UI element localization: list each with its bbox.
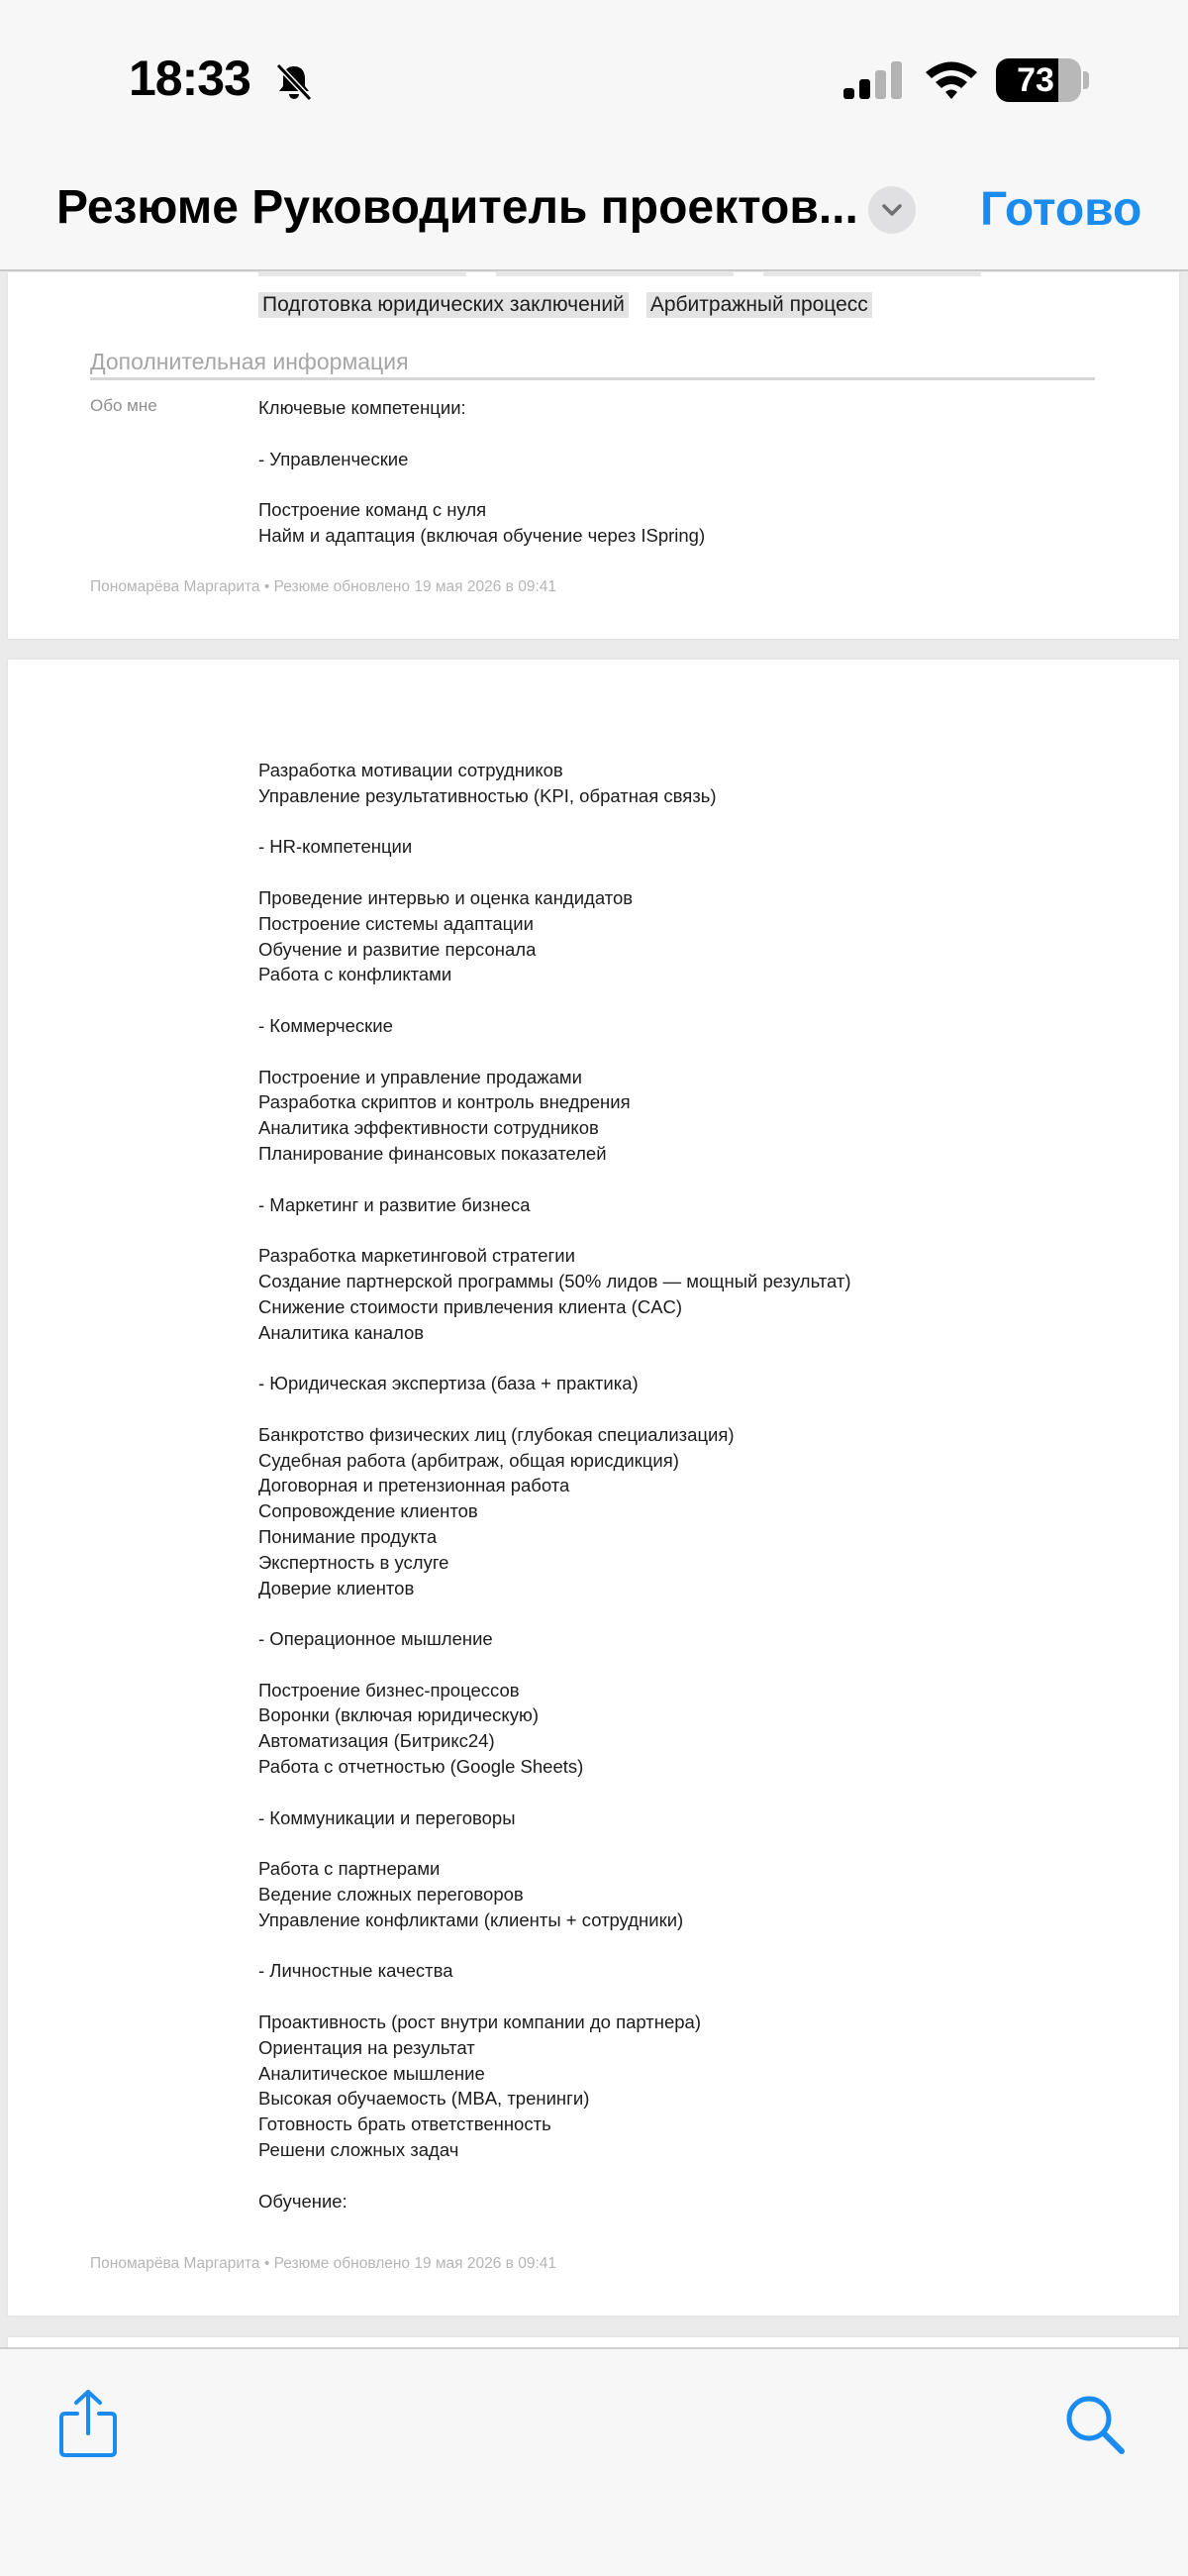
text-line: Ключевые компетенции: — [258, 397, 466, 418]
text-line: Воронки (включая юридическую) — [258, 1704, 540, 1726]
text-line: Разработка мотивации сотрудников — [258, 760, 563, 780]
text-line: Построение системы адаптации — [258, 912, 534, 934]
text-line: Автоматизация (Битрикс24) — [258, 1730, 495, 1752]
text-line: Построение команд с нуля — [258, 499, 487, 521]
text-line: Найм и адаптация (включая обучение через ISpring) — [258, 524, 706, 546]
text-line: Обучение и развитие персонала — [258, 938, 537, 960]
text-line — [258, 1396, 851, 1422]
text-line: Аналитика эффективности сотрудников — [258, 1117, 599, 1139]
resume-page — [8, 272, 1179, 639]
about-text — [258, 395, 705, 549]
text-line: Обучение: — [258, 2190, 347, 2212]
text-line: - Коммерческие — [258, 1014, 393, 1036]
text-line — [258, 1984, 851, 2009]
text-line: Понимание продукта — [258, 1525, 438, 1547]
text-line: - Юридическая экспертиза (база + практика) — [258, 1373, 639, 1394]
text-line — [258, 1039, 851, 1065]
resume-page — [8, 660, 1179, 2316]
text-line — [258, 1652, 851, 1678]
text-line: Судебная работа (арбитраж, общая юрисдикция) — [258, 1449, 679, 1471]
search-icon[interactable] — [1063, 2393, 1127, 2456]
section-title: Дополнительная информация — [90, 349, 1095, 380]
text-line: Управление конфликтами (клиенты + сотрудники) — [258, 1908, 684, 1930]
text-line: Создание партнерской программы (50% лидов — мощный результат) — [258, 1270, 851, 1291]
text-line: Построение бизнес-процессов — [258, 1679, 520, 1700]
bottom-toolbar — [0, 2347, 1188, 2576]
status-bar — [0, 0, 1188, 158]
wifi-icon — [923, 57, 980, 101]
bell-slash-icon — [273, 61, 315, 103]
text-line: Высокая обучаемость (MBA, тренинги) — [258, 2088, 590, 2110]
text-line: Аналитическое мышление — [258, 2062, 485, 2084]
page-footer: Пономарёва Маргарита • Резюме обновлено 19 мая 2026 в 09:41 — [90, 2255, 556, 2272]
text-line: Снижение стоимости привлечения клиента (CAC) — [258, 1295, 683, 1317]
text-line: Работа с отчетностью (Google Sheets) — [258, 1756, 584, 1778]
skill-tags — [258, 292, 872, 318]
text-line: Разработка скриптов и контроль внедрения — [258, 1091, 631, 1113]
text-line: Разработка маркетинговой стратегии — [258, 1245, 575, 1267]
about-me-label: Обо мне — [90, 396, 157, 415]
text-line — [258, 987, 851, 1013]
page-footer: Пономарёва Маргарита • Резюме обновлено 19 мая 2026 в 09:41 — [90, 578, 556, 595]
text-line: Проактивность (рост внутри компании до партнера) — [258, 2011, 702, 2033]
text-line — [258, 1345, 851, 1371]
battery-percent: 73 — [1017, 60, 1054, 99]
text-line: Аналитика каналов — [258, 1321, 425, 1343]
document-viewer[interactable] — [0, 272, 1188, 2347]
text-line — [258, 1830, 851, 1856]
text-line: Доверие клиентов — [258, 1577, 415, 1598]
title-menu-button[interactable] — [868, 186, 916, 234]
text-line: Управление результативностью (KPI, обратная связь) — [258, 784, 717, 806]
text-line: Готовность брать ответственность — [258, 2113, 551, 2135]
text-line: - Личностные качества — [258, 1960, 453, 1982]
document-title: Резюме Руководитель проектов... — [56, 181, 858, 234]
text-line: Ведение сложных переговоров — [258, 1884, 524, 1906]
cellular-signal-icon — [842, 61, 905, 101]
text-line — [258, 471, 705, 497]
text-line — [258, 1933, 851, 1959]
text-line: Экспертность в услуге — [258, 1551, 449, 1573]
about-text-continued — [258, 758, 851, 2214]
cut-off-tags — [258, 272, 986, 280]
done-button[interactable]: Готово — [980, 183, 1142, 236]
text-line — [258, 421, 705, 447]
text-line: Работа с партнерами — [258, 1858, 441, 1880]
text-line — [258, 1600, 851, 1626]
text-line — [258, 860, 851, 885]
text-line: - HR-компетенции — [258, 836, 413, 858]
text-line: - Операционное мышление — [258, 1628, 493, 1650]
resume-page — [8, 2337, 1179, 2347]
text-line: - Коммуникации и переговоры — [258, 1806, 516, 1828]
text-line: - Управленческие — [258, 448, 409, 469]
text-line: Решени сложных задач — [258, 2139, 459, 2161]
battery-indicator — [996, 58, 1081, 102]
text-line — [258, 1217, 851, 1243]
text-line: Проведение интервью и оценка кандидатов — [258, 886, 634, 908]
text-line: Работа с конфликтами — [258, 964, 452, 985]
text-line: Банкротство физических лиц (глубокая специализация) — [258, 1423, 735, 1445]
status-time: 18:33 — [129, 51, 250, 106]
skill-tag: Арбитражный процесс — [646, 292, 872, 318]
navigation-bar — [0, 158, 1188, 271]
text-line — [258, 2163, 851, 2189]
text-line: - Маркетинг и развитие бизнеса — [258, 1193, 531, 1215]
text-line: Сопровождение клиентов — [258, 1500, 478, 1522]
battery-tip — [1083, 71, 1089, 89]
text-line: Договорная и претензионная работа — [258, 1475, 570, 1496]
text-line: Планирование финансовых показателей — [258, 1142, 607, 1164]
text-line — [258, 1780, 851, 1805]
chevron-down-icon — [880, 198, 904, 222]
text-line: Построение и управление продажами — [258, 1066, 582, 1087]
share-icon[interactable] — [57, 2388, 119, 2459]
text-line — [258, 1167, 851, 1192]
text-line — [258, 809, 851, 835]
skill-tag: Подготовка юридических заключений — [258, 292, 629, 318]
text-line: Ориентация на результат — [258, 2036, 475, 2058]
